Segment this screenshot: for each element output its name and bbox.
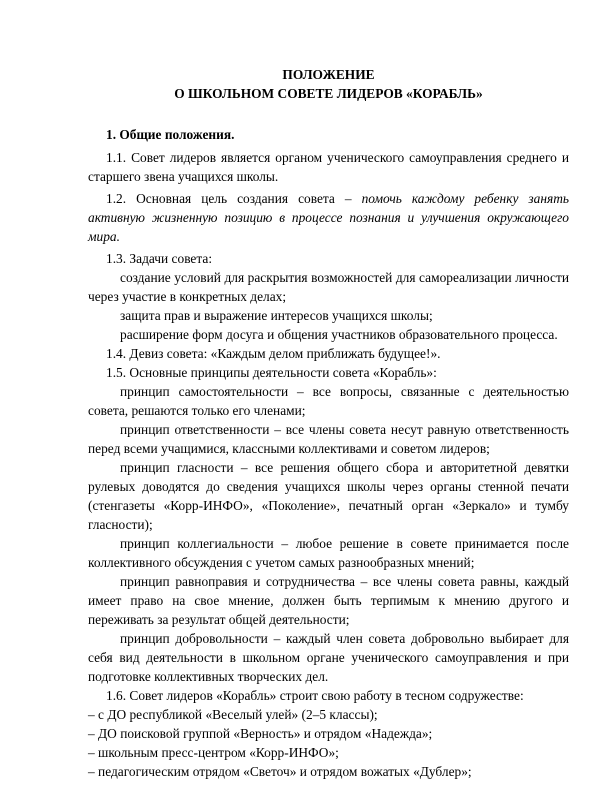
list-item-text: принцип самостоятельности – все вопросы, связанные с деятельностью совета, решаются только его членами; xyxy=(88,384,569,418)
list-item xyxy=(88,306,569,325)
paragraph-1-3-lead: 1.3. Задачи совета: xyxy=(106,251,213,266)
paragraph-1-1: 1.1. Совет лидеров является органом ученического самоуправления среднего и старшего звена учащихся школы. xyxy=(88,150,569,184)
list-item-text: защита прав и выражение интересов учащихся школы; xyxy=(120,308,433,323)
title-line-1: ПОЛОЖЕНИЕ xyxy=(282,67,375,82)
paragraph-1-6-lead: 1.6. Совет лидеров «Корабль» строит свою работу в тесном содружестве: xyxy=(106,688,524,703)
list-item: – с ДО республикой «Веселый улей» (2–5 классы); xyxy=(88,707,378,722)
title-line-2: О ШКОЛЬНОМ СОВЕТЕ ЛИДЕРОВ «КОРАБЛЬ» xyxy=(174,85,483,101)
paragraph-1-2 xyxy=(88,189,569,246)
document-title xyxy=(88,66,569,103)
list-item xyxy=(88,629,569,686)
list-item-text: создание условий для раскрытия возможностей для самореализации личности через участие в конкретных делах; xyxy=(88,270,569,304)
list-item-text: принцип ответственности – все члены совета несут равную ответственность перед всеми учащимися, классными коллективами и советом лидеров; xyxy=(88,422,569,456)
list-item xyxy=(88,325,569,344)
list-item: – школьным пресс-центром «Корр-ИНФО»; xyxy=(88,745,339,760)
paragraph-1-2-goal: помочь каждому ребенку занять активную жизненную позицию в процессе познания и улучшения окружающего мира. xyxy=(88,191,569,244)
list-item xyxy=(88,268,569,306)
section-heading-general: 1. Общие положения. xyxy=(106,127,235,142)
list-item: – ДО поисковой группой «Верность» и отрядом «Надежда»; xyxy=(88,726,433,741)
list-item-text: принцип добровольности – каждый член совета добровольно выбирает для себя вид деятельности в школьном органе ученического самоуправления и при подготовке коллективных творческих дел. xyxy=(88,631,569,684)
list-item-text: расширение форм досуга и общения участников образовательного процесса. xyxy=(120,327,558,342)
paragraph-1-4-motto: 1.4. Девиз совета: «Каждым делом приближать будущее!». xyxy=(106,346,441,361)
list-item xyxy=(88,382,569,420)
list-item-text: принцип гласности – все решения общего сбора и авторитетной девятки рулевых доводятся до сведения учащихся школы через органы стенной печати (стенгазеты «Корр-ИНФО», «Поколение», печатный орган «Зеркало» и тумбу гласности); xyxy=(88,460,569,532)
document-page xyxy=(88,66,569,781)
list-item xyxy=(88,572,569,629)
list-item-text: принцип равноправия и сотрудничества – все члены совета равны, каждый имеет право на свое мнение, должен быть терпимым к мнению другого и переживать за результат общей деятельности; xyxy=(88,574,569,627)
list-item xyxy=(88,458,569,534)
list-item: – педагогическим отрядом «Светоч» и отрядом вожатых «Дублер»; xyxy=(88,764,472,779)
list-item xyxy=(88,420,569,458)
paragraph-1-5-lead: 1.5. Основные принципы деятельности совета «Корабль»: xyxy=(106,365,437,380)
paragraph-1-2-lead: 1.2. Основная цель создания совета – xyxy=(106,191,362,206)
list-item-text: принцип коллегиальности – любое решение в совете принимается после коллективного обсуждения с учетом самых разнообразных мнений; xyxy=(88,536,569,570)
list-item xyxy=(88,534,569,572)
